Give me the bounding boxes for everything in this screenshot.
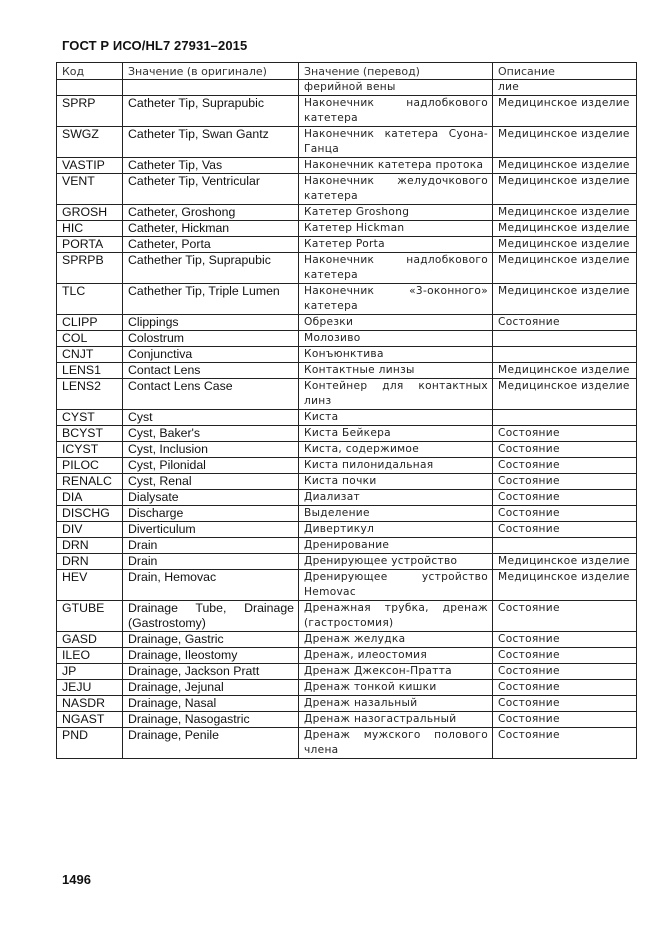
cell-code: GASD: [57, 632, 123, 648]
table-body: [57, 80, 637, 759]
cell-description: лие: [493, 80, 637, 96]
cell-translation: Дренаж тонкой кишки: [299, 680, 493, 696]
cell-code: DRN: [57, 554, 123, 570]
table-row: [57, 80, 637, 96]
cell-description: Состояние: [493, 696, 637, 712]
cell-code: VASTIP: [57, 158, 123, 174]
cell-original: Catheter, Hickman: [123, 221, 299, 237]
cell-description: Состояние: [493, 458, 637, 474]
table-row: [57, 315, 637, 331]
cell-code: NASDR: [57, 696, 123, 712]
cell-original: Drain: [123, 538, 299, 554]
table-row: [57, 221, 637, 237]
cell-translation: Дренирующее устройство: [299, 554, 493, 570]
cell-original: Contact Lens Case: [123, 379, 299, 410]
cell-original: [123, 80, 299, 96]
cell-translation: Дренаж, илеостомия: [299, 648, 493, 664]
cell-original: Drain: [123, 554, 299, 570]
table-row: [57, 538, 637, 554]
table-row: [57, 284, 637, 315]
page-number: 1496: [62, 872, 91, 887]
table-row: [57, 379, 637, 410]
cell-description: [493, 331, 637, 347]
cell-description: Медицинское изделие: [493, 221, 637, 237]
cell-description: Состояние: [493, 728, 637, 759]
table-header-row: [57, 63, 637, 80]
cell-code: SPRPB: [57, 253, 123, 284]
cell-translation: Катетер Groshong: [299, 205, 493, 221]
cell-code: DISCHG: [57, 506, 123, 522]
cell-description: [493, 538, 637, 554]
cell-translation: Наконечник «3-оконного» катетера: [299, 284, 493, 315]
cell-code: PILOC: [57, 458, 123, 474]
table-row: [57, 205, 637, 221]
cell-translation: Катетер Hickman: [299, 221, 493, 237]
table-row: [57, 426, 637, 442]
cell-description: Состояние: [493, 648, 637, 664]
cell-description: Состояние: [493, 664, 637, 680]
cell-code: BCYST: [57, 426, 123, 442]
cell-translation: Киста пилонидальная: [299, 458, 493, 474]
table-row: [57, 442, 637, 458]
cell-code: PND: [57, 728, 123, 759]
cell-translation: Киста почки: [299, 474, 493, 490]
table-row: [57, 680, 637, 696]
cell-translation: Дренаж желудка: [299, 632, 493, 648]
cell-translation: Наконечник надлобкового катетера: [299, 96, 493, 127]
cell-code: SPRP: [57, 96, 123, 127]
cell-code: DIV: [57, 522, 123, 538]
cell-description: Медицинское изделие: [493, 96, 637, 127]
cell-original: Colostrum: [123, 331, 299, 347]
column-header-code: Код: [57, 63, 123, 80]
cell-description: Состояние: [493, 522, 637, 538]
cell-original: Cyst, Renal: [123, 474, 299, 490]
cell-code: RENALC: [57, 474, 123, 490]
cell-original: Dialysate: [123, 490, 299, 506]
cell-original: Drainage, Nasal: [123, 696, 299, 712]
cell-original: Cathether Tip, Suprapubic: [123, 253, 299, 284]
cell-translation: Наконечник катетера протока: [299, 158, 493, 174]
table-row: [57, 712, 637, 728]
cell-original: Catheter Tip, Swan Gantz: [123, 127, 299, 158]
cell-code: HIC: [57, 221, 123, 237]
cell-original: Drainage, Jackson Pratt: [123, 664, 299, 680]
cell-original: Cyst: [123, 410, 299, 426]
cell-translation: Обрезки: [299, 315, 493, 331]
cell-original: Catheter, Porta: [123, 237, 299, 253]
cell-translation: Выделение: [299, 506, 493, 522]
cell-translation: Молозиво: [299, 331, 493, 347]
table-row: [57, 127, 637, 158]
cell-code: DIA: [57, 490, 123, 506]
cell-code: LENS2: [57, 379, 123, 410]
cell-translation: Наконечник надлобкового катетера: [299, 253, 493, 284]
codes-table: [56, 62, 637, 759]
table-row: [57, 474, 637, 490]
cell-description: Состояние: [493, 315, 637, 331]
cell-code: JEJU: [57, 680, 123, 696]
cell-original: Cyst, Baker's: [123, 426, 299, 442]
cell-code: ICYST: [57, 442, 123, 458]
cell-code: TLC: [57, 284, 123, 315]
column-header-description: Описание: [493, 63, 637, 80]
table-row: [57, 728, 637, 759]
table-row: [57, 696, 637, 712]
cell-original: Catheter Tip, Ventricular: [123, 174, 299, 205]
cell-original: Catheter Tip, Suprapubic: [123, 96, 299, 127]
cell-translation: Дренирование: [299, 538, 493, 554]
cell-code: ILEO: [57, 648, 123, 664]
cell-description: Медицинское изделие: [493, 363, 637, 379]
cell-description: Медицинское изделие: [493, 158, 637, 174]
cell-translation: Дренаж мужского полового члена: [299, 728, 493, 759]
table-row: [57, 490, 637, 506]
cell-translation: Киста Бейкера: [299, 426, 493, 442]
cell-translation: Наконечник желудочкового катетера: [299, 174, 493, 205]
cell-description: [493, 347, 637, 363]
cell-original: Drain, Hemovac: [123, 570, 299, 601]
column-header-translation: Значение (перевод): [299, 63, 493, 80]
cell-code: [57, 80, 123, 96]
table-row: [57, 237, 637, 253]
table-row: [57, 648, 637, 664]
cell-code: PORTA: [57, 237, 123, 253]
cell-original: Drainage, Penile: [123, 728, 299, 759]
cell-original: Drainage, Gastric: [123, 632, 299, 648]
cell-original: Drainage Tube, Drainage (Gastrostomy): [123, 601, 299, 632]
table-row: [57, 522, 637, 538]
cell-translation: Конъюнктива: [299, 347, 493, 363]
cell-code: CYST: [57, 410, 123, 426]
cell-translation: Наконечник катетера Суона-Ганца: [299, 127, 493, 158]
table-row: [57, 253, 637, 284]
cell-code: SWGZ: [57, 127, 123, 158]
cell-description: Медицинское изделие: [493, 379, 637, 410]
cell-description: Медицинское изделие: [493, 284, 637, 315]
table-row: [57, 570, 637, 601]
table-row: [57, 174, 637, 205]
cell-original: Cyst, Inclusion: [123, 442, 299, 458]
table-row: [57, 347, 637, 363]
cell-original: Drainage, Ileostomy: [123, 648, 299, 664]
cell-description: [493, 410, 637, 426]
cell-description: Медицинское изделие: [493, 554, 637, 570]
cell-translation: Контейнер для контактных линз: [299, 379, 493, 410]
cell-translation: Дивертикул: [299, 522, 493, 538]
cell-original: Diverticulum: [123, 522, 299, 538]
cell-translation: Диализат: [299, 490, 493, 506]
table-row: [57, 331, 637, 347]
cell-translation: Киста, содержимое: [299, 442, 493, 458]
cell-description: Состояние: [493, 442, 637, 458]
cell-description: Состояние: [493, 680, 637, 696]
cell-description: Состояние: [493, 474, 637, 490]
cell-description: Состояние: [493, 632, 637, 648]
cell-code: LENS1: [57, 363, 123, 379]
cell-translation: Дренаж назальный: [299, 696, 493, 712]
cell-translation: Дренажная трубка, дренаж (гастростомия): [299, 601, 493, 632]
cell-code: CLIPP: [57, 315, 123, 331]
table-row: [57, 410, 637, 426]
cell-original: Catheter, Groshong: [123, 205, 299, 221]
cell-translation: Дренаж назогастральный: [299, 712, 493, 728]
cell-description: Состояние: [493, 601, 637, 632]
cell-code: HEV: [57, 570, 123, 601]
cell-code: DRN: [57, 538, 123, 554]
document-header: ГОСТ Р ИСО/HL7 27931–2015: [62, 38, 248, 53]
cell-description: Медицинское изделие: [493, 205, 637, 221]
table-row: [57, 96, 637, 127]
cell-original: Discharge: [123, 506, 299, 522]
cell-translation: ферийной вены: [299, 80, 493, 96]
cell-description: Медицинское изделие: [493, 253, 637, 284]
cell-code: GROSH: [57, 205, 123, 221]
cell-description: Медицинское изделие: [493, 127, 637, 158]
cell-original: Clippings: [123, 315, 299, 331]
cell-code: VENT: [57, 174, 123, 205]
table-row: [57, 363, 637, 379]
table-row: [57, 158, 637, 174]
table-row: [57, 506, 637, 522]
table-row: [57, 458, 637, 474]
cell-description: Состояние: [493, 490, 637, 506]
table-row: [57, 632, 637, 648]
cell-translation: Катетер Porta: [299, 237, 493, 253]
cell-translation: Контактные линзы: [299, 363, 493, 379]
cell-original: Cathether Tip, Triple Lumen: [123, 284, 299, 315]
cell-code: CNJT: [57, 347, 123, 363]
cell-code: COL: [57, 331, 123, 347]
cell-original: Drainage, Nasogastric: [123, 712, 299, 728]
cell-translation: Дренаж Джексон-Пратта: [299, 664, 493, 680]
cell-original: Conjunctiva: [123, 347, 299, 363]
cell-original: Drainage, Jejunal: [123, 680, 299, 696]
cell-original: Catheter Tip, Vas: [123, 158, 299, 174]
cell-description: Медицинское изделие: [493, 570, 637, 601]
cell-description: Медицинское изделие: [493, 237, 637, 253]
cell-code: JP: [57, 664, 123, 680]
table-row: [57, 601, 637, 632]
table-row: [57, 664, 637, 680]
cell-description: Состояние: [493, 506, 637, 522]
cell-original: Cyst, Pilonidal: [123, 458, 299, 474]
cell-translation: Киста: [299, 410, 493, 426]
table-row: [57, 554, 637, 570]
cell-description: Медицинское изделие: [493, 174, 637, 205]
cell-description: Состояние: [493, 426, 637, 442]
column-header-original: Значение (в оригинале): [123, 63, 299, 80]
cell-code: GTUBE: [57, 601, 123, 632]
cell-code: NGAST: [57, 712, 123, 728]
cell-description: Состояние: [493, 712, 637, 728]
cell-original: Contact Lens: [123, 363, 299, 379]
cell-translation: Дренирующее устройство Hemovac: [299, 570, 493, 601]
